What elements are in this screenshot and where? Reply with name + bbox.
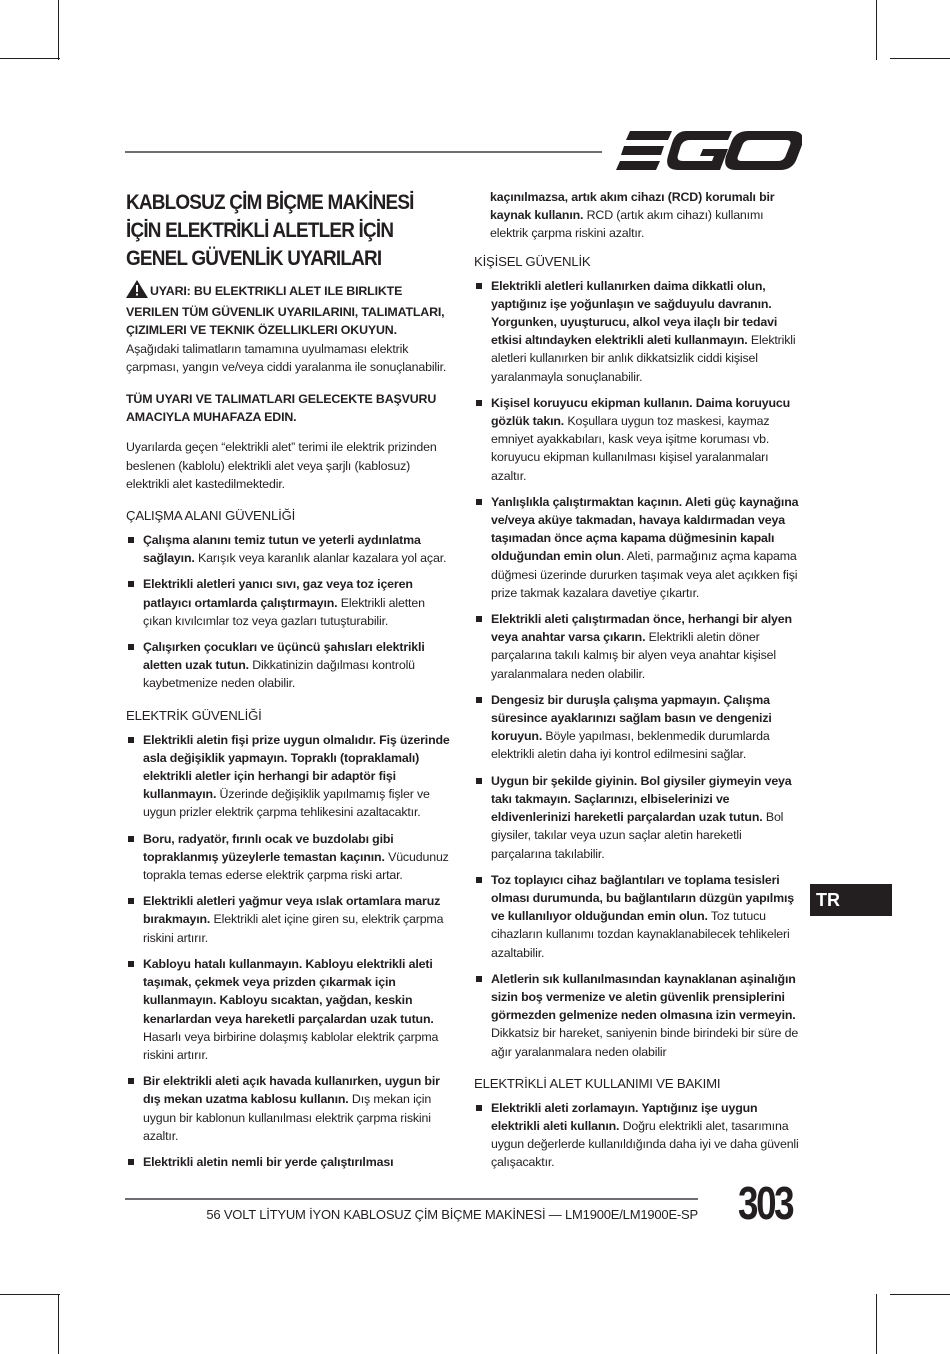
tool-use-list (474, 1099, 800, 1172)
list-item (474, 610, 800, 683)
intro-text: Uyarılarda geçen “elektrikli alet” terimi ile elektrik prizinden beslenen (kablolu) elektrikli alet veya şarjlı (kablosuz) elektrikli alet kastedilmektedir. (126, 440, 437, 491)
section-heading-electrical: ELEKTRİK GÜVENLİĞİ (126, 707, 262, 723)
ego-logo (616, 128, 802, 174)
item-bold: Elektrikli aletleri kullanırken daima dikkatli olun, yaptığınız işe yoğunlaşın ve sağduyulu davranın. Yorgunken, uyuşturucu, alkol veya ilaçlı bir tedavi etkisi altındayken elektrikli aleti kullanmayın. (491, 278, 778, 348)
warning-block (126, 280, 450, 376)
item-text: RCD (artık akım cihazı) kullanımı elektrik çarpma riskini azaltır. (490, 208, 764, 241)
item-bold: Uygun bir şekilde giyinin. Bol giysiler giymeyin veya takı takmayın. Saçlarınızı, elbiselerinizi ve eldivenlerinizi hareketli parçalardan uzak tutun. (491, 773, 792, 825)
crop-mark (0, 1294, 60, 1295)
item-text: Bol giysiler, takılar veya uzun saçlar aletin hareketli parçalarına takılabilir. (491, 810, 784, 861)
list-item (474, 970, 800, 1061)
list-item (126, 892, 450, 947)
item-text: Dış mekan için uygun bir kablonun kullanılması elektrik çarpma riskini azaltır. (143, 1092, 432, 1143)
work-area-list (126, 531, 450, 693)
list-item (474, 871, 800, 962)
item-text: Elektrikli aletin döner parçalarına takılı kalmış bir alyen veya anahtar kişisel yaralanmalara neden olabilir. (491, 630, 776, 681)
item-bold: Boru, radyatör, fırınlı ocak ve buzdolabı gibi topraklanmış yüzeylerle temastan kaçının. (143, 831, 394, 864)
warning-triangle-icon (126, 280, 148, 303)
warning-text: Aşağıdaki talimatların tamamına uyulmaması elektrik çarpması, yangın ve/veya ciddi yaralanma ile sonuçlanabilir. (126, 341, 447, 374)
list-item (126, 955, 450, 1064)
list-item (126, 531, 450, 567)
item-text: Elektrikli alet içine giren su, elektrik çarpma riskini artırır. (143, 912, 444, 945)
item-bold: Elektrikli aletin nemli bir yerde çalıştırılması (143, 1154, 394, 1169)
crop-mark (890, 1294, 950, 1295)
item-text: Elektrikli aletten çıkan kıvılcımlar toz veya gazları tutuşturabilir. (143, 595, 425, 628)
list-item (126, 1153, 450, 1171)
list-item (474, 772, 800, 863)
list-item (474, 1099, 800, 1172)
item-text: Dikkatsiz bir hareket, saniyenin binde birindeki bir süre de ağır yaralanmalara neden olabilir (491, 1026, 799, 1059)
item-text: Hasarlı veya birbirine dolaşmış kablolar elektrik çarpma riskini artırır. (143, 1029, 439, 1062)
item-text: Toz tutucu cihazların kullanımı tozdan kaynaklanabilecek tehlikeleri azaltabilir. (491, 909, 790, 960)
item-bold: kaçınılmazsa, artık akım cihazı (RCD) korumalı bir kaynak kullanın. (490, 190, 775, 223)
list-item (126, 830, 450, 885)
item-text: . Aleti, parmağınız açma kapama düğmesi üzerinde dururken taşımak veya alet açıkken fişi prize takmak kazalara davetiye çıkartır. (491, 549, 798, 600)
language-tab: TR (810, 884, 892, 916)
section-heading-personal: KİŞİSEL GÜVENLİK (474, 253, 591, 269)
item-text: Karışık veya karanlık alanlar kazalara yol açar. (194, 551, 447, 566)
item-bold: Çalışırken çocukları ve üçüncü şahısları elektrikli aletten uzak tutun. (143, 640, 425, 673)
page-title: KABLOSUZ ÇİM BİÇME MAKİNESİ İÇİN ELEKTRİKLİ ALETLER İÇİN GENEL GÜVENLİK UYARILARI (126, 190, 414, 270)
page-number: 303 (738, 1177, 793, 1229)
left-column (126, 188, 450, 1179)
item-bold: Toz toplayıcı cihaz bağlantıları ve toplama tesisleri olması durumunda, bu bağlantıların düzgün yapılmış ve kullanılıyor olduğundan emin olun. (491, 872, 794, 924)
item-bold: Çalışma alanını temiz tutun ve yeterli aydınlatma sağlayın. (143, 533, 421, 566)
electrical-list (126, 731, 450, 1171)
item-text: Böyle yapılması, beklenmedik durumlarda elektrikli aletin daha iyi kontrol edilmesini sağlar. (491, 729, 770, 762)
crop-mark (890, 58, 950, 59)
item-text: Koşullara uygun toz maskesi, kaymaz emniyet ayakkabıları, kask veya işitme koruması vb. koruyucu ekipman kullanılması kişisel yaralanmaları azaltır. (491, 414, 770, 483)
list-item (474, 394, 800, 485)
section-heading-tool-use: ELEKTRİKLİ ALET KULLANIMI VE BAKIMI (474, 1075, 721, 1091)
list-item (126, 575, 450, 630)
item-bold: Elektrikli aletleri yanıcı sıvı, gaz veya toz içeren patlayıcı ortamlarda çalıştırmayın. (143, 577, 413, 610)
item-text: Dikkatinizin dağılması kontrolü kaybetmenize neden olabilir. (143, 658, 415, 691)
footer-rule (125, 1198, 698, 1200)
crop-mark (876, 0, 877, 60)
item-bold: Yanlışlıkla çalıştırmaktan kaçının. Aleti güç kaynağına ve/veya aküye takmadan, havaya kaldırmadan veya taşımadan önce açma kapama düğmesinin kapalı olduğundan emin olun (491, 494, 799, 564)
warning-bold: UYARI: BU ELEKTRIKLI ALET ILE BIRLIKTE VERILEN TÜM GÜVENLIK UYARILARINI, TALIMATLARI, ÇIZIMLERI VE TEKNIK ÖZELLIKLERI OKUYUN. (126, 284, 445, 338)
item-text: Vücudunuz toprakla temas ederse elektrik çarpma riski artar. (143, 849, 449, 883)
list-item (474, 493, 800, 602)
item-bold: Dengesiz bir duruşla çalışma yapmayın. Çalışma süresince ayaklarınızı sağlam basın ve dengenizi koruyun. (491, 692, 772, 744)
item-bold: Kişisel koruyucu ekipman kullanın. Daima koruyucu gözlük takın. (491, 395, 791, 429)
save-notice: TÜM UYARI VE TALIMATLARI GELECEKTE BAŞVURU AMACIYLA MUHAFAZA EDIN. (126, 392, 437, 425)
right-column (474, 188, 800, 1180)
item-bold: Elektrikli aletin fişi prize uygun olmalıdır. Fiş üzerinde asla değişiklik yapmayın. Topraklı (topraklamalı) elektrikli aletler için herhangi bir adaptör fişi kullanmayın. (143, 732, 450, 802)
item-text: Elektrikli aletleri kullanırken bir anlık dikkatsizlik ciddi kişisel yaralanmayla sonuçlanabilir. (491, 333, 796, 384)
list-item (126, 731, 450, 822)
item-bold: Elektrikli aleti çalıştırmadan önce, herhangi bir alyen veya anahtar varsa çıkarın. (491, 612, 792, 645)
item-text: Üzerinde değişiklik yapılmamış fişler ve uygun prizler elektrik çarpma tehlikesini azaltacaktır. (143, 787, 430, 820)
item-bold: Elektrikli aletleri yağmur veya ıslak ortamlara maruz bırakmayın. (143, 894, 441, 927)
item-text: Doğru elektrikli alet, tasarımına uygun değerlerde kullanıldığında daha iyi ve daha güvenli çalışacaktır. (491, 1118, 799, 1170)
crop-mark (58, 0, 59, 60)
continued-item (474, 188, 800, 243)
item-bold: Bir elektrikli aleti açık havada kullanırken, uygun bir dış mekan uzatma kablosu kullanın. (143, 1074, 440, 1107)
item-bold: Elektrikli aleti zorlamayın. Yaptığınız işe uygun elektrikli aleti kullanın. (491, 1100, 758, 1133)
header-rule (125, 151, 602, 153)
crop-mark (0, 58, 60, 59)
list-item (126, 638, 450, 693)
list-item (126, 1072, 450, 1145)
crop-mark (876, 1294, 877, 1354)
section-heading-work-area: ÇALIŞMA ALANI GÜVENLİĞİ (126, 508, 296, 524)
list-item (474, 691, 800, 764)
personal-list (474, 277, 800, 1061)
list-item (474, 277, 800, 386)
item-bold: Kabloyu hatalı kullanmayın. Kabloyu elektrikli aleti taşımak, çekmek veya prizden çıkarmak için kullanmayın. Kabloyu sıcaktan, yağdan, keskin kenarlardan veya hareketli parçalardan uzak tutun. (143, 956, 434, 1026)
footer-title: 56 VOLT LİTYUM İYON KABLOSUZ ÇİM BİÇME MAKİNESİ — LM1900E/LM1900E-SP (206, 1207, 698, 1222)
item-bold: Aletlerin sık kullanılmasından kaynaklanan aşinalığın sizin boş vermenize ve aletin güvenlik prensiplerini görmezden gelmenize neden olmasına izin vermeyin. (491, 971, 796, 1023)
crop-mark (58, 1294, 59, 1354)
